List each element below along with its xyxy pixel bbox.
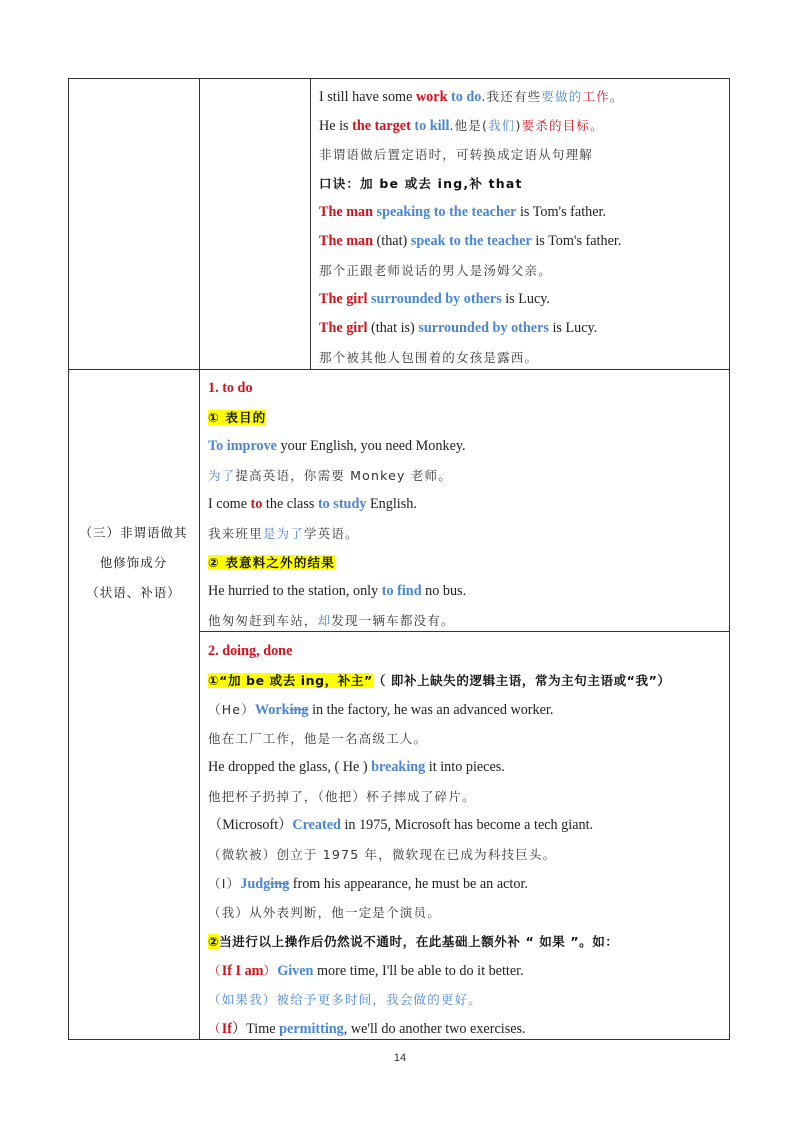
text: He hurried to the station, only (208, 583, 382, 599)
row-b-content (208, 374, 724, 635)
example-line (208, 490, 724, 519)
text: Created (292, 817, 341, 833)
text: the class (262, 496, 318, 512)
text: I still have some (319, 89, 416, 105)
text: is Tom's father. (516, 204, 607, 220)
translation-line: （我）从外表判断，他一定是个演员。 (208, 905, 441, 920)
example-line (208, 869, 724, 898)
text: Given (277, 963, 314, 979)
text: 我来班里 (208, 526, 263, 541)
translation-line: 他把杯子扔掉了，（他把）杯子摔成了碎片。 (208, 789, 476, 804)
mnemonic-line: 口诀：加 be 或去 ing,补 that (319, 176, 523, 191)
text: 要杀的目标 (521, 118, 591, 133)
text: （Microsoft） (208, 817, 293, 833)
example-line (319, 314, 724, 343)
text: 提高英语，你需要 Monkey 老师。 (235, 468, 452, 483)
text: （I） (208, 876, 241, 891)
subheading (208, 548, 724, 577)
example-line (208, 753, 724, 782)
text: (that) (373, 233, 411, 249)
text: ） (263, 963, 278, 978)
text: He dropped the glass, ( He ) (208, 759, 372, 775)
text: He is (319, 118, 353, 134)
section-label-line: （三）非谓语做其 (79, 525, 188, 540)
text: speak to the teacher (410, 233, 532, 249)
column-divider-2 (310, 78, 311, 369)
text: The man (319, 204, 373, 220)
example-line (208, 811, 724, 840)
section-label-line: （状语、补语） (86, 585, 181, 600)
text: 却 (317, 613, 332, 628)
text: to (250, 496, 263, 512)
text: If I am (221, 963, 264, 979)
example-line (319, 285, 724, 314)
subheading (208, 927, 724, 956)
text: to study (317, 496, 367, 512)
text: the target (352, 118, 411, 134)
translation-line: 那个正跟老师说话的男人是汤姆父亲。 (319, 263, 552, 278)
text: permitting (279, 1021, 344, 1037)
example-line (319, 82, 724, 111)
text: from his appearance, he must be an actor. (289, 876, 528, 892)
text: ing (289, 702, 309, 718)
example-line (208, 695, 724, 724)
translation-line: （如果我）被给予更多时间，我会做的更好。 (208, 992, 483, 1007)
text: .他是( (449, 118, 489, 133)
text: to do (447, 89, 482, 105)
text: （ (208, 963, 222, 978)
text: to kill (410, 118, 450, 134)
subsection-heading: 2. doing, done (208, 643, 293, 659)
translation-line: （微软被）创立于 1975 年，微软现在已成为科技巨头。 (208, 847, 557, 862)
text: your English, you need Monkey. (276, 438, 466, 454)
text: is Tom's father. (531, 233, 622, 249)
text: If (221, 1021, 232, 1037)
text: The girl (319, 320, 368, 336)
example-line (208, 956, 724, 985)
text: in the factory, he was an advanced worker. (308, 702, 554, 718)
row-a-content (319, 82, 724, 372)
subheading (208, 666, 724, 695)
text: 是为了 (262, 526, 304, 541)
highlight-text: ② (208, 934, 220, 949)
text: 我们 (488, 118, 516, 133)
translation-line (208, 461, 724, 490)
translation-line (208, 606, 724, 635)
text: more time, I'll be able to do it better. (313, 963, 524, 979)
text: , we'll do another two exercises. (343, 1021, 526, 1037)
text: Judg (240, 876, 271, 892)
text: ing (270, 876, 290, 892)
text: speaking to the teacher (373, 204, 517, 220)
text: it into pieces. (425, 759, 505, 775)
text: ）Time (231, 1021, 280, 1037)
translation-line (208, 519, 724, 548)
column-divider-1 (199, 78, 200, 1040)
example-line (208, 577, 724, 606)
example-line (319, 198, 724, 227)
text: Work (254, 702, 290, 718)
section-label (68, 518, 199, 608)
translation-line: 那个被其他人包围着的女孩是露西。 (319, 350, 539, 365)
table-right-border (729, 78, 730, 1040)
text: work (415, 89, 448, 105)
grammar-table (68, 78, 730, 1040)
text: 工作 (582, 89, 610, 104)
highlight-text: ①“加 be 或去 ing，补主” (208, 673, 373, 688)
text: 发现一辆车都没有。 (331, 613, 455, 628)
row-c-content (208, 637, 724, 1043)
example-line (208, 1014, 724, 1043)
text: is Lucy. (501, 291, 550, 307)
translation-line: 他在工厂工作，他是一名高级工人。 (208, 731, 428, 746)
page-number: 14 (393, 1052, 407, 1064)
text: surrounded by others (367, 291, 502, 307)
text: （ (208, 1021, 222, 1036)
text: 当进行以上操作后仍然说不通时，在此基础上额外补 “ 如果 ”。如： (219, 934, 619, 949)
text: is Lucy. (548, 320, 598, 336)
section-label-line: 他修饰成分 (99, 555, 168, 570)
explanation-line: 非谓语做后置定语时，可转换成定语从句理解 (319, 147, 594, 162)
text: The man (319, 233, 373, 249)
text: surrounded by others (418, 320, 549, 336)
text: 他匆匆赶到车站， (208, 613, 318, 628)
text: The girl (319, 291, 368, 307)
text: To improve (208, 438, 277, 454)
example-line (319, 227, 724, 256)
subheading (208, 403, 724, 432)
text: 。 (590, 118, 604, 133)
text: 。 (609, 89, 624, 104)
text: 为了 (208, 468, 236, 483)
example-line (208, 432, 724, 461)
highlight-text: ① 表目的 (208, 410, 267, 425)
text: (that is) (367, 320, 419, 336)
text: I come (208, 496, 251, 512)
text: 学英语。 (303, 526, 359, 541)
text: （He） (208, 702, 255, 717)
text: to find (381, 583, 422, 599)
highlight-text: ② 表意料之外的结果 (208, 555, 335, 570)
text: ) (515, 118, 522, 133)
text: .我还有些 (481, 89, 542, 104)
text: breaking (371, 759, 426, 775)
text: no bus. (421, 583, 467, 599)
example-line (319, 111, 724, 140)
text: English. (366, 496, 417, 512)
text: in 1975, Microsoft has become a tech giant. (340, 817, 594, 833)
text: （ 即补上缺失的逻辑主语，常为主句主语或“我”） (372, 673, 671, 688)
table-top-border (68, 78, 730, 79)
text: 要做的 (541, 89, 583, 104)
subsection-heading: 1. to do (208, 380, 253, 396)
